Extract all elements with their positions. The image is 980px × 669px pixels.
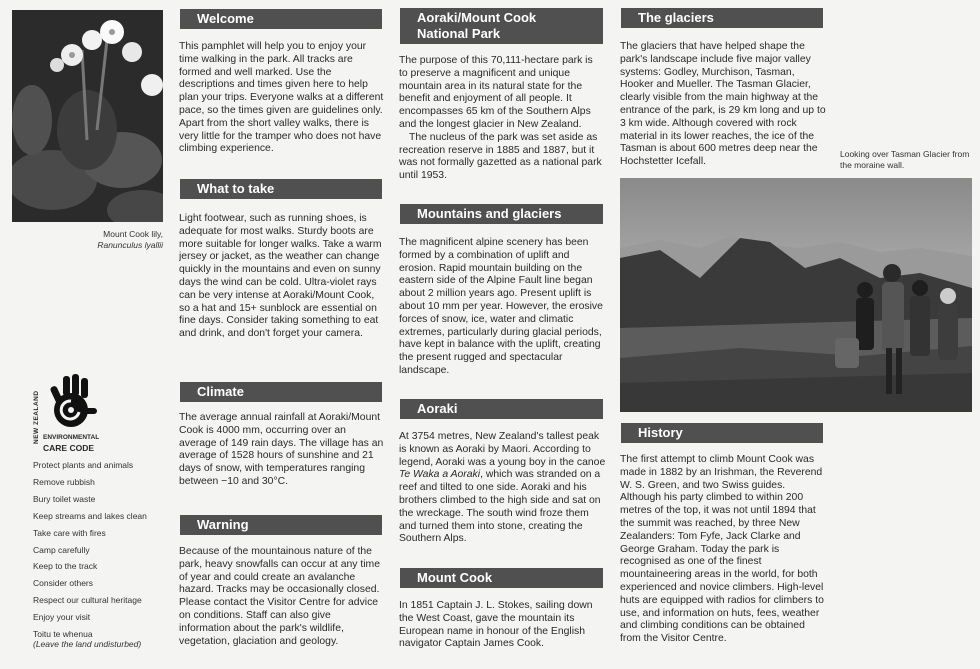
climate-text	[179, 412, 384, 489]
heading-welcome: Welcome	[180, 9, 382, 29]
tasman-glacier-photo	[620, 178, 972, 412]
aoraki-text-a: At 3754 metres, New Zealand's tallest peak is known as Aoraki by Maori. According to legend, Aoraki was a young boy in the canoe	[399, 431, 606, 468]
lily-caption-line2: Ranunculus lyallii	[97, 240, 163, 250]
national-park-paragraph-1: The purpose of this 70,111-hectare park is to preserve a magnificent and unique mountain area in its natural state for the benefit and enjoyment of all people. It encompasses 65 km of the Southern Alps and the longest glacier in New Zealand.	[399, 55, 593, 130]
heading-glaciers: The glaciers	[621, 8, 823, 28]
glaciers-text	[620, 41, 826, 169]
list-item: Remove rubbish	[33, 476, 95, 487]
warning-paragraph: Because of the mountainous nature of the park, heavy snowfalls can occur at any time of year and could create an avalanche hazard. Tracks may be occasionally closed. Please contact the Visitor Centre for advice on conditions. Staff can also give information about the park's wildlife, vegetation, glaciation and geology.	[179, 546, 380, 647]
logo-text-care-code: CARE CODE	[43, 443, 95, 453]
heading-mountains-glaciers: Mountains and glaciers	[400, 204, 603, 224]
list-item: Take care with fires	[33, 527, 106, 538]
mount-cook-text	[399, 600, 604, 651]
heading-what-to-take: What to take	[180, 179, 382, 199]
national-park-paragraph-2: The nucleus of the park was set aside as recreation reserve in 1885 and 1887, but it was not formally gazetted as a national park until 1953.	[399, 131, 602, 182]
list-item: Keep streams and lakes clean	[33, 510, 147, 521]
glaciers-paragraph: The glaciers that have helped shape the park's landscape include five major valley systems: Godley, Murchison, Tasman, Hooker and Mueller. The Tasman Glacier, clearly visible from the main highway at the entrance of the park, is 29 km long and up to 3 km wide. Although covered with rock material in its lower reaches, the ice of the Tasman is about 600 metres deep near the Hochstetter Icefall.	[620, 41, 826, 168]
warning-text	[179, 546, 384, 648]
mount-cook-lily-photo	[12, 10, 163, 222]
climate-paragraph: The average annual rainfall at Aoraki/Mount Cook is 4000 mm, occurring over an average of 149 rain days. The village has an average of 1528 hours of sunshine and 21 days of snow, with temperatures ranging between −10 and 30°C.	[179, 412, 384, 487]
welcome-paragraph: This pamphlet will help you to enjoy your time walking in the park. All tracks are formed and well marked. Use the descriptions and times given here to help plan your trips. Everyone walks at a different pace, so the times given are guidelines only. Apart from the short valley walks, there is very little for the tramper who does not have climbing experience.	[179, 41, 384, 155]
care-code-logo	[33, 374, 153, 456]
list-item: Protect plants and animals	[33, 460, 134, 470]
list-item: Toitu te whenua	[33, 629, 93, 640]
mountains-paragraph: The magnificent alpine scenery has been formed by a combination of uplift and erosion. Rapid mountain building on the eastern side of the Alpine Fault line began about 2 million years ago. Present uplift is about 10 mm per year. However, the erosive forces of snow, ice, water and climatic extremes, particularly during glacial periods, have kept in balance with the uplift, creating the present rugged and spectacular landscape.	[399, 237, 603, 376]
aoraki-text-b: , which was stranded on a reef and tilted to one side. Aoraki and his brothers climbed to the high side and sat on the wreckage. The south wind froze them and turned them into stone, creating the Southern Alps.	[399, 469, 601, 545]
canoe-name: Te Waka a Aoraki	[399, 469, 481, 481]
heading-national-park: Aoraki/Mount Cook National Park	[400, 8, 603, 44]
glacier-caption: Looking over Tasman Glacier from the moraine wall.	[840, 149, 970, 170]
care-code-list	[33, 457, 183, 649]
what-to-take-text	[179, 213, 384, 341]
aoraki-paragraph	[399, 431, 606, 546]
heading-aoraki: Aoraki	[400, 399, 603, 419]
lily-caption-line1: Mount Cook lily,	[103, 229, 163, 239]
list-item: Consider others	[33, 578, 94, 589]
heading-climate: Climate	[180, 382, 382, 402]
welcome-text	[179, 41, 384, 156]
mountains-text	[399, 237, 604, 378]
list-item-subtitle: (Leave the land undisturbed)	[33, 638, 142, 649]
history-text	[620, 454, 826, 646]
list-item: Enjoy your visit	[33, 612, 91, 623]
list-item: Respect our cultural heritage	[33, 595, 142, 606]
list-item: Bury toilet waste	[33, 493, 96, 504]
hand-icon	[47, 374, 97, 432]
list-item: Keep to the track	[33, 561, 98, 572]
aoraki-text	[399, 431, 606, 546]
history-paragraph: The first attempt to climb Mount Cook was made in 1882 by an Irishman, the Reverend W. S. Green, and two Swiss guides. Although his party climbed to within 200 metres of the top, it was not until 1894 that the summit was reached, by three New Zealanders: Tom Fyfe, Jack Clarke and George Graham. Today the park is recognised as one of the finest mountaineering areas in the world, for both experienced and novice climbers. High-level huts are equipped with radios for climbers to use, and information on huts, fees, weather and climbing conditions can be obtained from the Visitor Centre.	[620, 454, 824, 645]
list-item: Camp carefully	[33, 544, 90, 555]
logo-country-text: NEW ZEALAND	[33, 390, 40, 444]
heading-warning: Warning	[180, 515, 382, 535]
mount-cook-paragraph: In 1851 Captain J. L. Stokes, sailing down the West Coast, gave the mountain its European name in honour of the English navigator Captain James Cook.	[399, 600, 593, 650]
national-park-text	[399, 55, 604, 183]
heading-history: History	[621, 423, 823, 443]
lily-caption	[60, 229, 163, 251]
heading-mount-cook: Mount Cook	[400, 568, 603, 588]
logo-text-environmental: ENVIRONMENTAL	[43, 434, 100, 441]
what-to-take-paragraph: Light footwear, such as running shoes, is adequate for most walks. Sturdy boots are more suitable for longer walks. Take a warm jersey or jacket, as the weather can change quickly in the mountains and even on sunny days the wind can be cold. Ultra-violet rays can be very intense at Aoraki/Mount Cook, so a hat and 15+ sunblock are essential on fine days. Consider taking something to eat and drink, and don't forget your camera.	[179, 213, 382, 340]
